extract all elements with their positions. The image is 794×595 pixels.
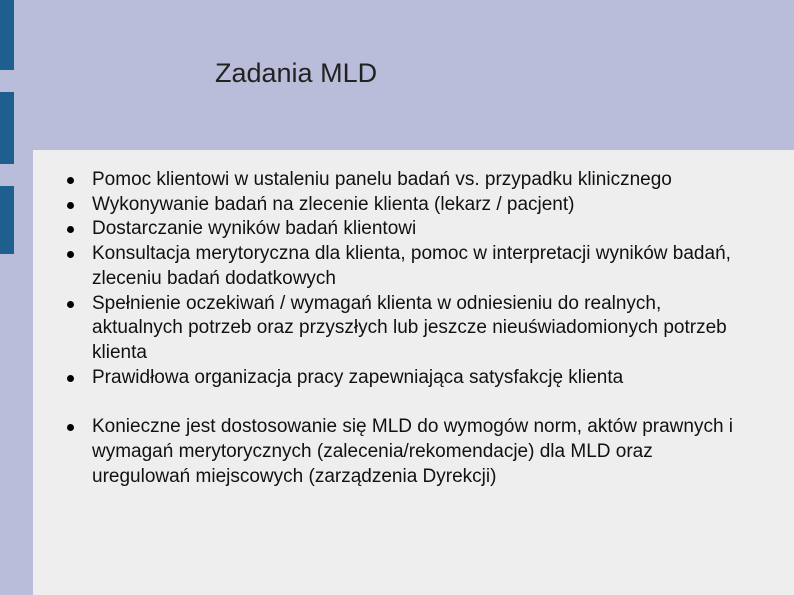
bullet-dot-icon	[67, 251, 74, 258]
list-item	[60, 242, 750, 291]
list-item-text: Dostarczanie wyników badań klientowi	[92, 218, 417, 240]
list-item	[60, 415, 750, 489]
accent-bar-bottom	[0, 186, 14, 254]
list-item-text: Prawidłowa organizacja pracy zapewniająca satysfakcję klienta	[92, 366, 624, 388]
accent-bar-top	[0, 0, 14, 70]
list-item	[60, 193, 750, 218]
list-item-text: Spełnienie oczekiwań / wymagań klienta w odniesieniu do realnych, aktualnych potrzeb oraz przyszłych lub jeszcze nieuświadomionych potrzeb klienta	[92, 292, 727, 363]
list-item-text: Pomoc klientowi w ustaleniu panelu badań vs. przypadku klinicznego	[92, 169, 672, 190]
list-item-text: Konsultacja merytoryczna dla klienta, pomoc w interpretacji wyników badań, zleceniu badań dodatkowych	[92, 243, 731, 289]
list-item-text: Wykonywanie badań na zlecenie klienta (lekarz / pacjent)	[92, 193, 575, 215]
slide-title: Zadania MLD	[215, 58, 378, 88]
list-item	[60, 217, 750, 242]
list-item	[60, 366, 750, 391]
bullet-dot-icon	[67, 202, 74, 209]
bullet-list	[60, 168, 750, 489]
bullet-dot-icon	[67, 226, 74, 233]
list-item-text: Konieczne jest dostosowanie się MLD do wymogów norm, aktów prawnych i wymagań merytorycznych (zalecenia/rekomendacje) dla MLD oraz uregulowań miejscowych (zarządzenia Dyrekcji)	[92, 416, 734, 487]
bullet-dot-icon	[67, 424, 74, 431]
list-item	[60, 168, 750, 193]
bullet-dot-icon	[67, 177, 74, 184]
bullet-dot-icon	[67, 301, 74, 308]
accent-bar-middle	[0, 92, 14, 164]
list-item	[60, 292, 750, 366]
bullet-dot-icon	[67, 375, 74, 382]
